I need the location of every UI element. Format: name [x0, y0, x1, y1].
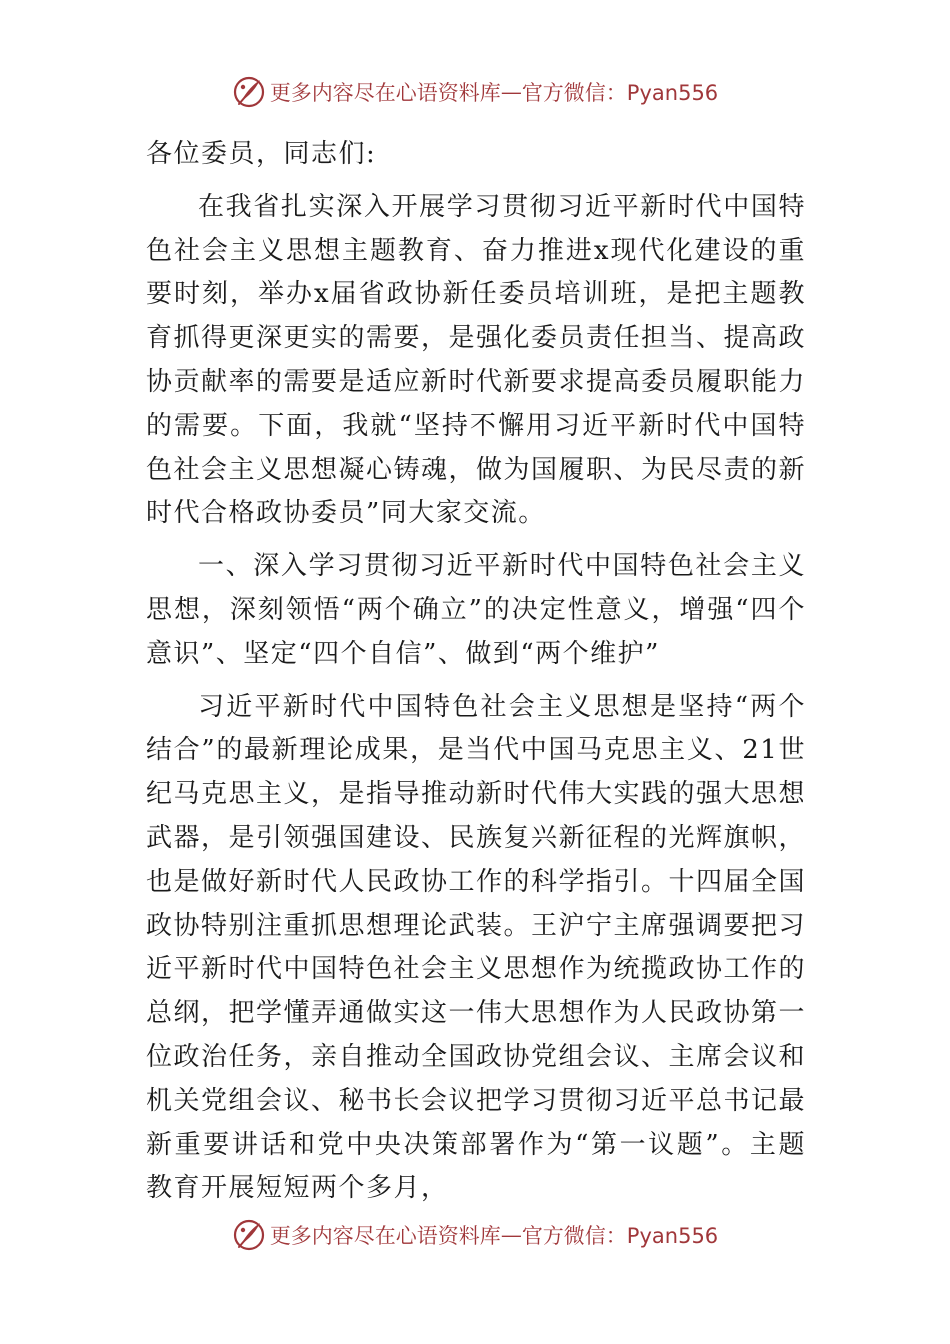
- banner-dash: —: [500, 1223, 522, 1247]
- feather-pen-icon: [232, 75, 266, 109]
- header-banner: [0, 70, 950, 114]
- greeting: 各位委员，同志们:: [146, 139, 377, 169]
- banner-text: 更多内容尽在心语资料库: [269, 81, 501, 105]
- banner-wechat: 官方微信：Pyan556: [521, 1224, 719, 1248]
- paragraph-intro: 在我省扎实深入开展学习贯彻习近平新时代中国特色社会主义思想主题教育、奋力推进x现代化建设的重要时刻，举办x届省政协新任委员培训班，是把主题教育抓得更深更实的需要，是强化委员责任担当、提高政协贡献率的需要是适应新时代新要求提高委员履职能力的需要。下面，我就“坚持不懈用习近平新时代中国特色社会主义思想凝心铸魂，做为国履职、为民尽责的新时代合格政协委员”同大家交流。: [146, 191, 807, 529]
- banner-dash: —: [500, 80, 522, 104]
- banner-text: 更多内容尽在心语资料库: [269, 1224, 501, 1248]
- banner-wechat: 官方微信：Pyan556: [521, 81, 719, 105]
- section-heading-1: 一、深入学习贯彻习近平新时代中国特色社会主义思想，深刻领悟“两个确立”的决定性意义，增强“四个意识”、坚定“四个自信”、做到“两个维护”: [146, 551, 806, 669]
- paragraph-body: 习近平新时代中国特色社会主义思想是坚持“两个结合”的最新理论成果，是当代中国马克思主义、21世纪马克思主义，是指导推动新时代伟大实践的强大思想武器，是引领强国建设、民族复兴新征程的光辉旗帜，也是做好新时代人民政协工作的科学指引。十四届全国政协特别注重抓思想理论武装。王沪宁主席强调要把习近平新时代中国特色社会主义思想作为统揽政协工作的总纲，把学懂弄通做实这一伟大思想作为人民政协第一位政治任务，亲自推动全国政协党组会议、主席会议和机关党组会议、秘书长会议把学习贯彻习近平总书记最新重要讲话和党中央决策部署作为“第一议题”。主题教育开展短短两个多月，: [146, 691, 807, 1204]
- document-body: [146, 133, 806, 1211]
- feather-pen-icon: [232, 1218, 266, 1252]
- footer-banner: [0, 1213, 950, 1257]
